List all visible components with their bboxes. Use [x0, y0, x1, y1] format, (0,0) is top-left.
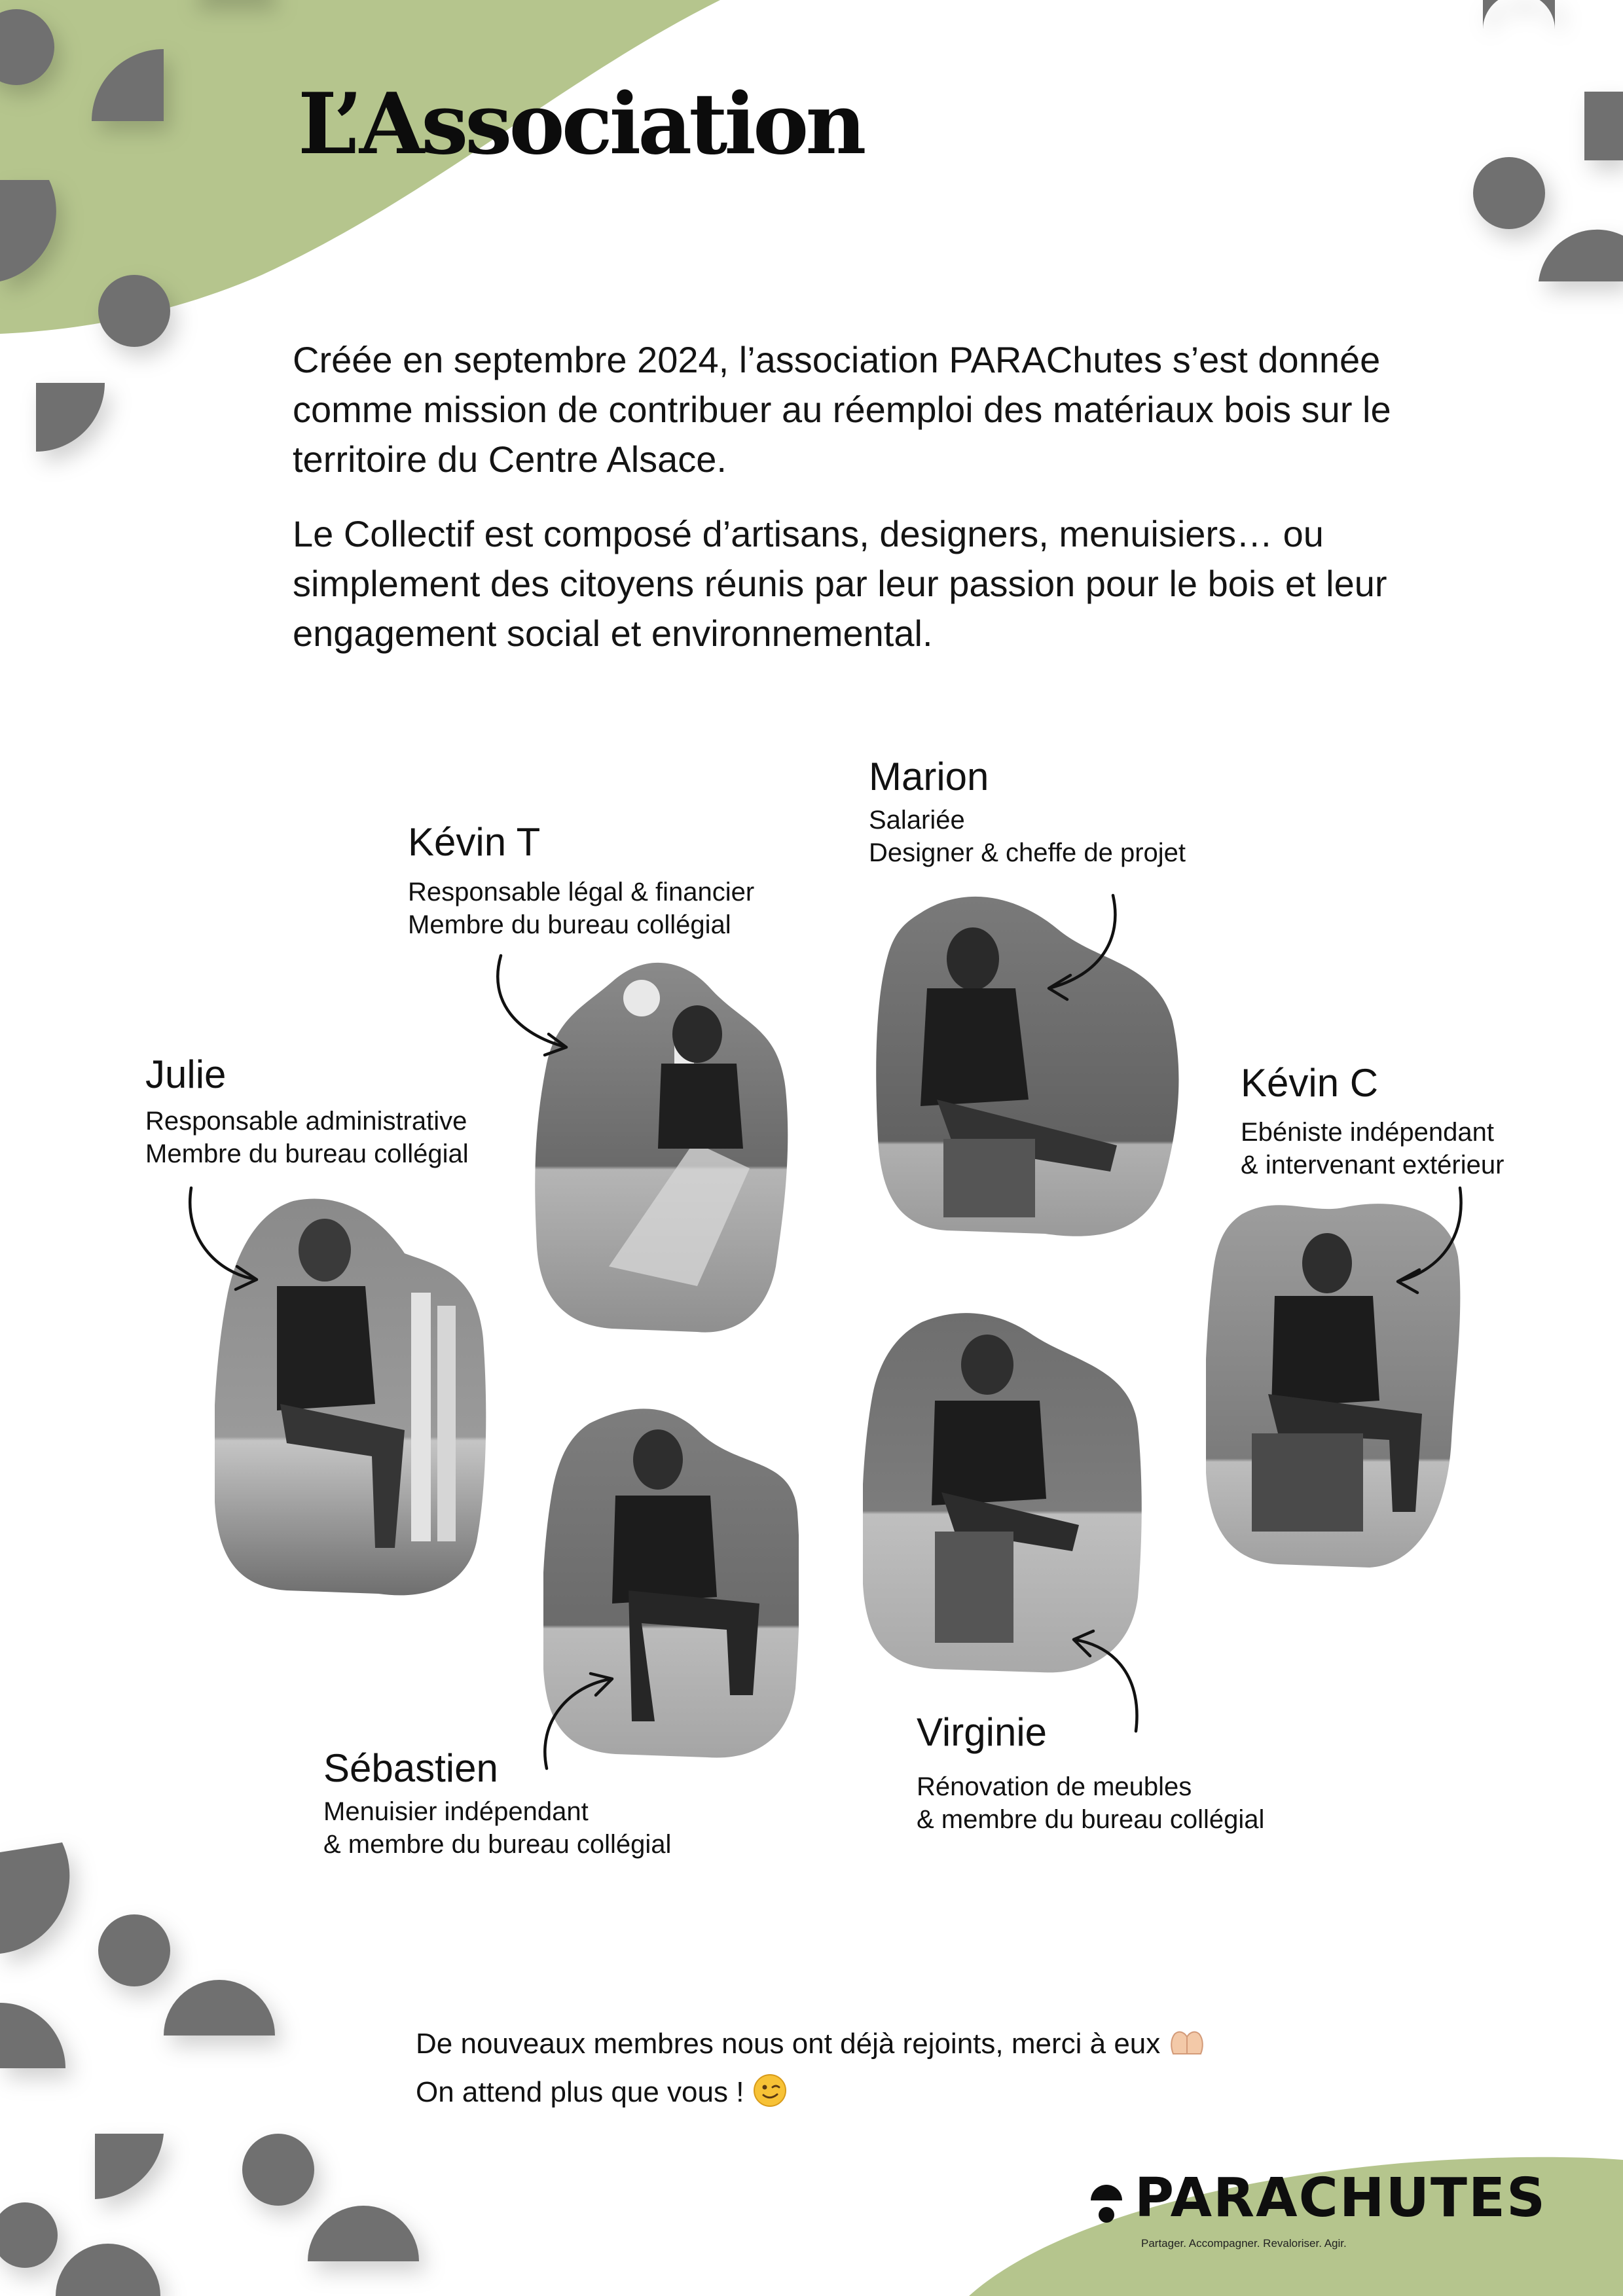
member-role: & membre du bureau collégial	[917, 1805, 1265, 1834]
footer-line-2-text: On attend plus que vous !	[416, 2076, 744, 2109]
member-name-julie: Julie	[145, 1052, 227, 1096]
footer-line-1	[416, 2028, 1205, 2064]
heart-hands-emoji-icon	[1169, 2028, 1205, 2064]
half-circle-shape	[308, 2206, 419, 2261]
quarter-circle-shape	[0, 1842, 69, 1954]
member-photo-julie	[215, 1194, 486, 1600]
intro-paragraph: Le Collectif est composé d’artisans, designers, menuisiers… ou simplement des citoyens réunis par leur passion pour le bois et leur engagement social et environnemental.	[293, 513, 1387, 654]
member-role: Designer & cheffe de projet	[869, 838, 1186, 867]
half-circle-shape	[164, 1980, 275, 2036]
winking-face-emoji-icon	[753, 2073, 787, 2115]
quarter-circle-shape	[95, 2134, 164, 2199]
circle-shape	[98, 1914, 170, 1986]
member-name-marion: Marion	[869, 755, 989, 798]
member-role: & membre du bureau collégial	[323, 1830, 672, 1859]
member-role: Menuisier indépendant	[323, 1797, 589, 1826]
logo-tagline: Partager. Accompagner. Revaloriser. Agir.	[1141, 2237, 1347, 2250]
parachutes-logo-icon	[1088, 2181, 1124, 2228]
member-photo-sebastien	[543, 1407, 799, 1761]
logo-wordmark: PARACHUTES	[1135, 2167, 1547, 2229]
member-name-virginie: Virginie	[917, 1710, 1048, 1754]
quarter-circle-shape	[36, 383, 105, 452]
page-title: L’Association	[298, 75, 864, 173]
footer-line-1-text: De nouveaux membres nous ont déjà rejoints, merci à eux	[416, 2028, 1161, 2060]
member-role: Salariée	[869, 806, 965, 834]
member-role: & intervenant extérieur	[1241, 1151, 1504, 1179]
half-circle-shape	[1539, 230, 1623, 281]
member-role: Membre du bureau collégial	[145, 1139, 469, 1168]
member-photo-marion	[875, 890, 1182, 1240]
intro-paragraph: Créée en septembre 2024, l’association PARAChutes s’est donnée comme mission de contribuer au réemploi des matériaux bois sur le territoire du Centre Alsace.	[293, 339, 1391, 480]
member-photo-kevin-t	[534, 959, 792, 1335]
circle-shape	[0, 2202, 58, 2268]
circle-shape	[98, 275, 170, 347]
member-role: Responsable légal & financier	[408, 878, 755, 906]
circle-shape	[242, 2134, 314, 2206]
circle-shape	[1473, 157, 1545, 229]
footer-line-2	[416, 2073, 787, 2115]
member-role: Rénovation de meubles	[917, 1772, 1192, 1801]
quarter-circle-shape	[1584, 92, 1623, 160]
quarter-circle-shape	[0, 2003, 65, 2068]
member-role: Responsable administrative	[145, 1107, 467, 1136]
half-circle-shape	[56, 2244, 160, 2296]
member-name-kevin-t: Kévin T	[408, 820, 541, 864]
member-photo-kevin-c	[1206, 1198, 1465, 1571]
member-name-sebastien: Sébastien	[323, 1746, 498, 1790]
half-circle-shape	[1483, 0, 1555, 29]
member-photo-virginie	[863, 1309, 1143, 1676]
member-name-kevin-c: Kévin C	[1241, 1061, 1379, 1105]
member-role: Membre du bureau collégial	[408, 910, 731, 939]
member-role: Ebéniste indépendant	[1241, 1118, 1494, 1147]
